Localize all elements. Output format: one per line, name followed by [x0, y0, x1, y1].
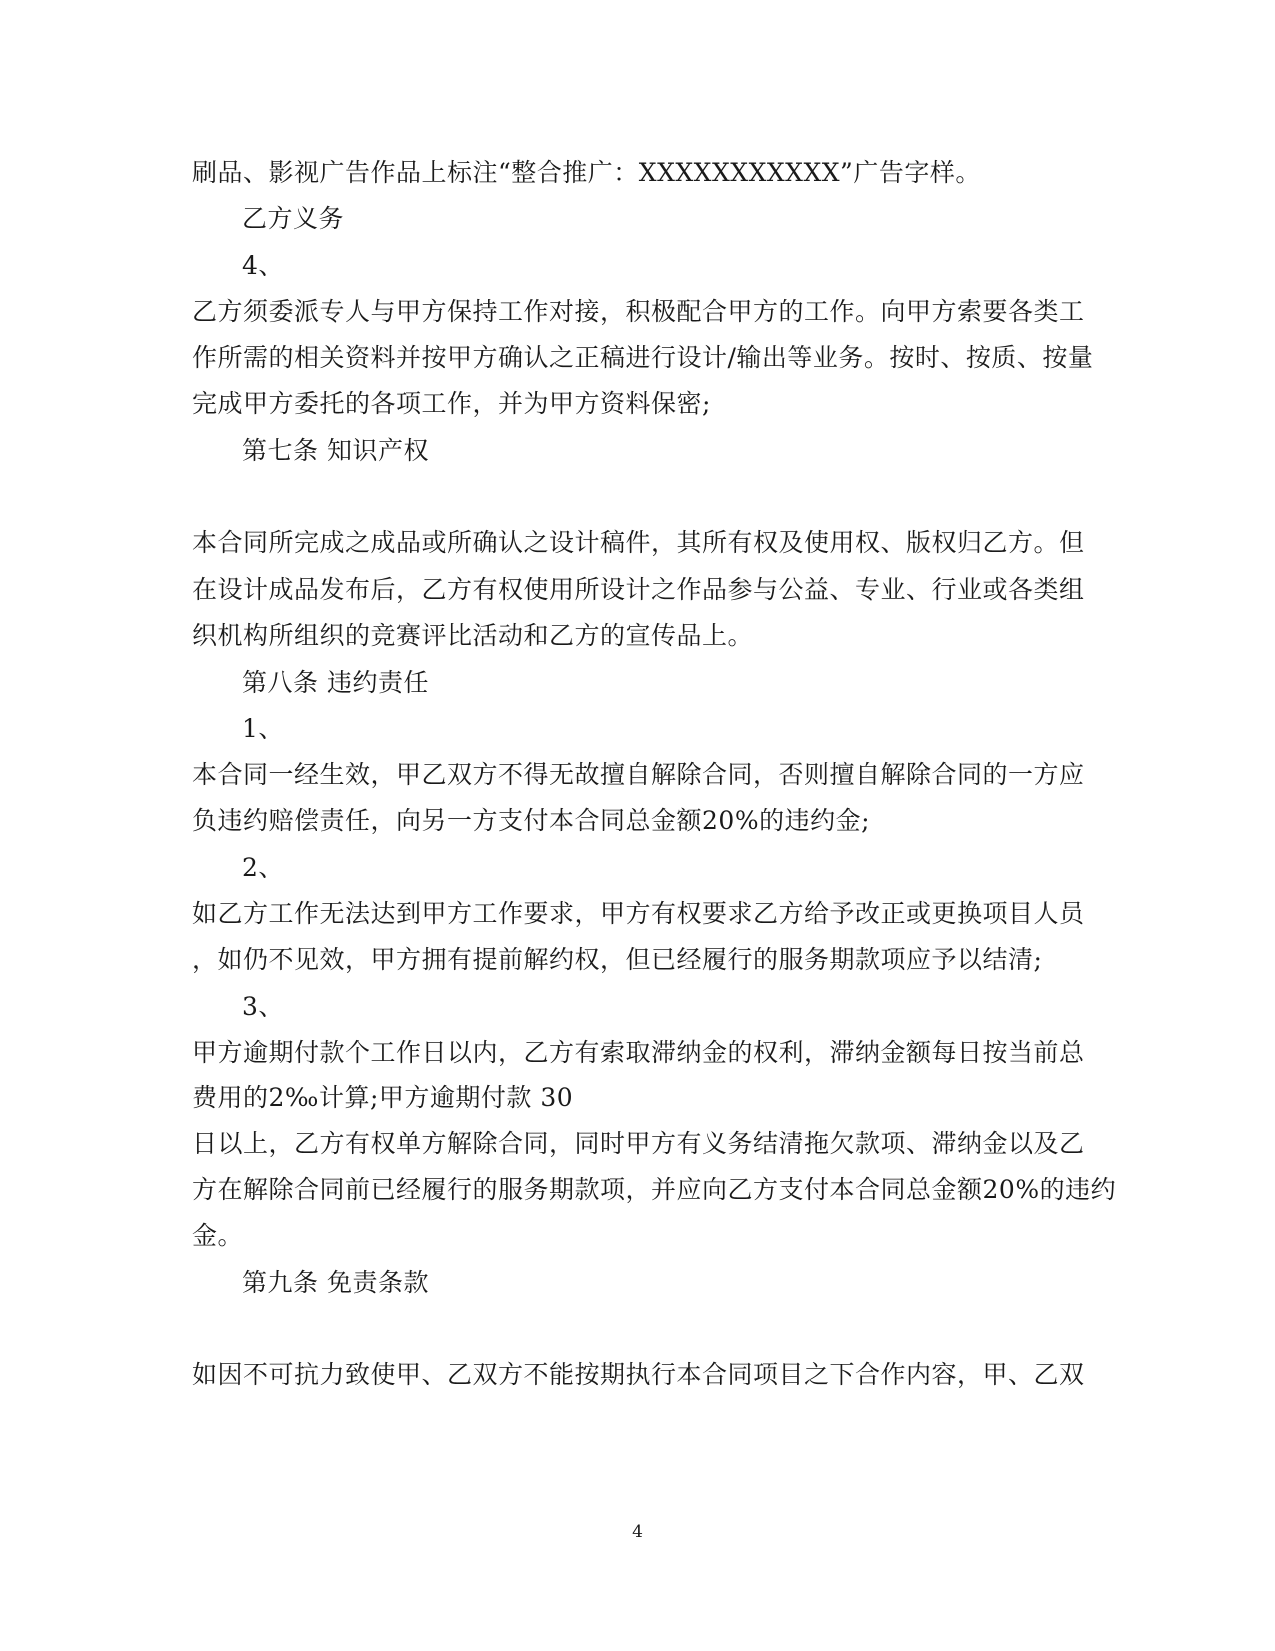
text-line: 作所需的相关资料并按甲方确认之正稿进行设计/输出等业务。按时、按质、按量	[192, 343, 1094, 372]
text-line: 如乙方工作无法达到甲方工作要求，甲方有权要求乙方给予改正或更换项目人员	[192, 899, 1085, 928]
text-line: 本合同所完成之成品或所确认之设计稿件，其所有权及使用权、版权归乙方。但	[192, 528, 1085, 557]
text-line: 刷品、影视广告作品上标注“整合推广：XXXXXXXXXXX”广告字样。	[192, 158, 981, 187]
list-number: 3、	[242, 992, 284, 1021]
text-line: 如因不可抗力致使甲、乙双方不能按期执行本合同项目之下合作内容，甲、乙双	[192, 1360, 1085, 1389]
list-number: 4、	[242, 251, 284, 280]
text-line: 本合同一经生效，甲乙双方不得无故擅自解除合同，否则擅自解除合同的一方应	[192, 760, 1085, 789]
text-line: 费用的2‰计算;甲方逾期付款 30	[192, 1083, 574, 1112]
section-heading: 乙方义务	[242, 204, 345, 233]
list-number: 2、	[242, 853, 284, 882]
text-line: ，如仍不见效，甲方拥有提前解约权，但已经履行的服务期款项应予以结清;	[192, 945, 1043, 974]
article-heading: 第八条 违约责任	[242, 668, 429, 697]
text-line: 方在解除合同前已经履行的服务期款项，并应向乙方支付本合同总金额20%的违约	[192, 1175, 1117, 1204]
article-heading: 第九条 免责条款	[242, 1268, 429, 1297]
text-line: 甲方逾期付款个工作日以内，乙方有索取滞纳金的权利，滞纳金额每日按当前总	[192, 1038, 1085, 1067]
text-line: 完成甲方委托的各项工作，并为甲方资料保密;	[192, 389, 711, 418]
page-number: 4	[632, 1522, 643, 1542]
text-line: 日以上，乙方有权单方解除合同，同时甲方有义务结清拖欠款项、滞纳金以及乙	[192, 1129, 1085, 1158]
list-number: 1、	[242, 714, 284, 743]
article-heading: 第七条 知识产权	[242, 436, 429, 465]
text-line: 金。	[192, 1221, 244, 1250]
text-line: 织机构所组织的竞赛评比活动和乙方的宣传品上。	[192, 621, 754, 650]
text-line: 乙方须委派专人与甲方保持工作对接，积极配合甲方的工作。向甲方索要各类工	[192, 297, 1085, 326]
text-line: 在设计成品发布后，乙方有权使用所设计之作品参与公益、专业、行业或各类组	[192, 575, 1085, 604]
text-line: 负违约赔偿责任，向另一方支付本合同总金额20%的违约金;	[192, 806, 870, 835]
